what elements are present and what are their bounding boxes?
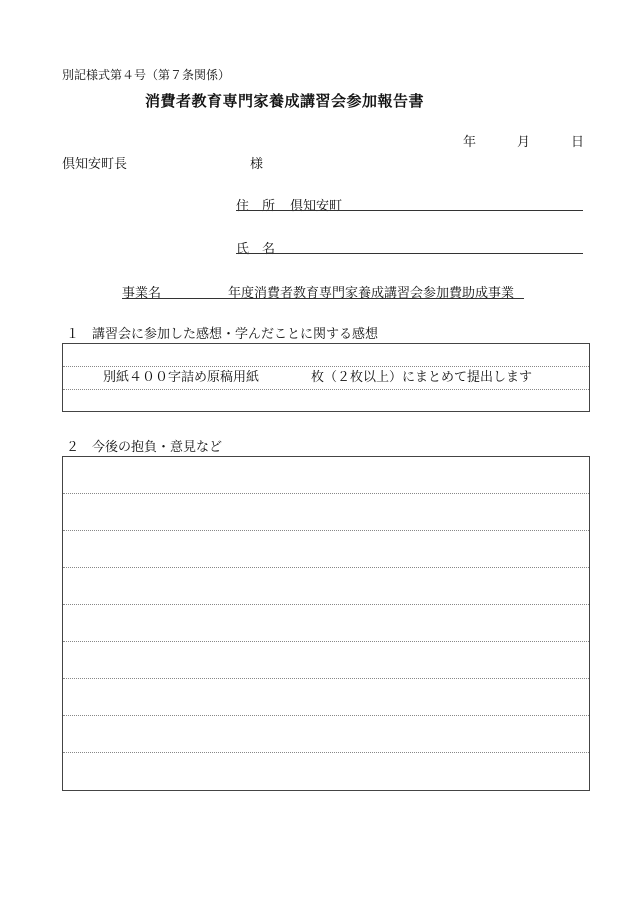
name-field[interactable] [236,253,583,254]
section1-heading: １ 講習会に参加した感想・学んだことに関する感想 [66,327,379,342]
section1-row-text: 別紙４００字詰め原稿用紙 枚（２枚以上）にまとめて提出します [103,370,533,385]
section2-row[interactable] [63,679,589,716]
addressee-honorific: 様 [250,157,264,172]
section2-heading: ２ 今後の抱負・意見など [66,440,223,455]
address-label: 住 所 [236,199,276,214]
section2-row[interactable] [63,642,589,679]
name-label: 氏 名 [236,242,276,257]
project-underline [122,298,524,299]
section1-row[interactable] [63,390,589,411]
section2-row[interactable] [63,716,589,753]
addressee-name: 倶知安町長 [62,157,128,172]
project-label: 事業名 [122,286,162,301]
section2-row[interactable] [63,753,589,790]
address-underline [236,210,583,211]
section2-row[interactable] [63,568,589,605]
section2-box [62,456,590,791]
section2-row[interactable] [63,457,589,494]
section2-row[interactable] [63,531,589,568]
project-name: 年度消費者教育専門家養成講習会参加費助成事業 [228,286,515,301]
date-month-label: 月 [517,135,531,150]
section2-row[interactable] [63,494,589,531]
date-day-label: 日 [571,135,585,150]
section1-box [62,343,590,412]
section1-row[interactable] [63,367,589,390]
section2-row[interactable] [63,605,589,642]
address-value[interactable]: 倶知安町 [290,199,343,214]
section1-row[interactable] [63,344,589,367]
form-number: 別記様式第４号（第７条関係） [62,68,231,82]
date-year-label: 年 [463,135,477,150]
page-title: 消費者教育専門家養成講習会参加報告書 [145,92,425,110]
